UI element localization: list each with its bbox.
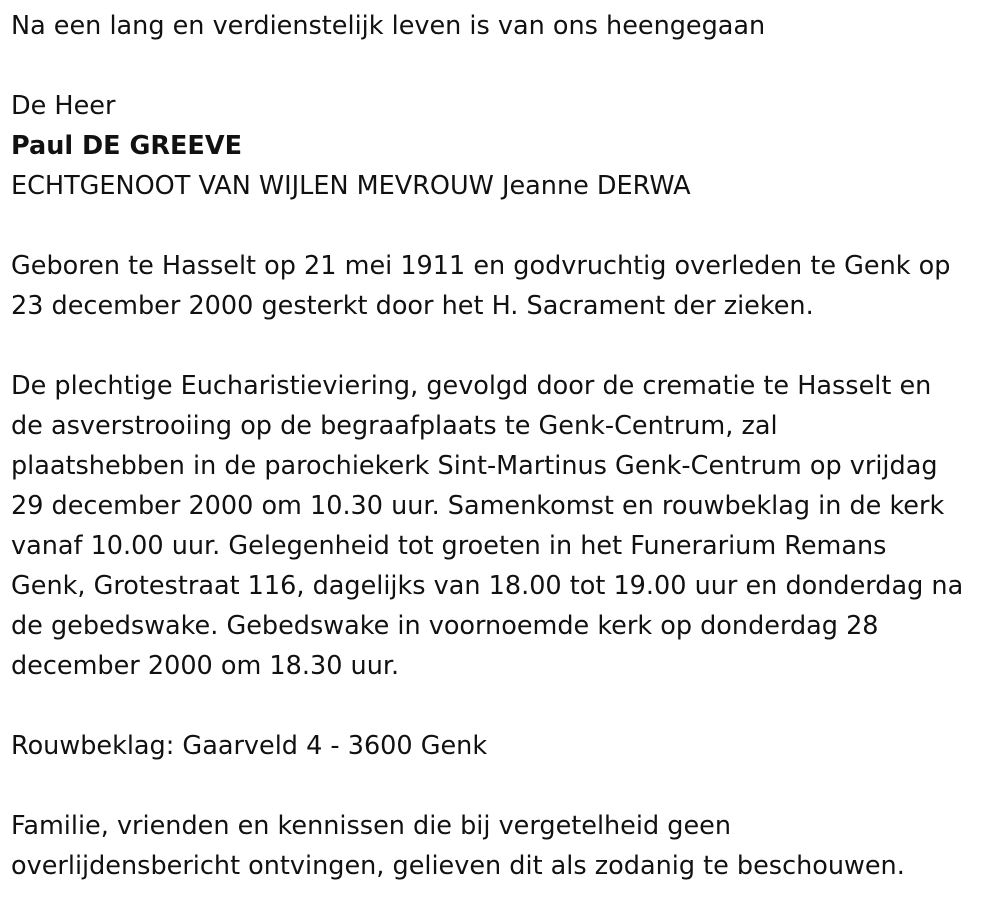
spacer <box>11 326 991 366</box>
paragraph-line: de gebedswake. Gebedswake in voornoemde kerk op donderdag 28 <box>11 611 879 641</box>
paragraph-line: vanaf 10.00 uur. Gelegenheid tot groeten in het Funerarium Remans <box>11 531 887 561</box>
paragraph-line: Geboren te Hasselt op 21 mei 1911 en godvruchtig overleden te Genk op <box>11 251 951 281</box>
paragraph-line: De plechtige Eucharistieviering, gevolgd door de crematie te Hasselt en <box>11 371 932 401</box>
paragraph-line: Genk, Grotestraat 116, dagelijks van 18.00 tot 19.00 uur en donderdag na <box>11 571 964 601</box>
title-prefix: De Heer <box>11 91 116 121</box>
paragraph-line: plaatshebben in de parochiekerk Sint-Martinus Genk-Centrum op vrijdag <box>11 451 938 481</box>
spacer <box>11 766 991 806</box>
paragraph-line: 23 december 2000 gesterkt door het H. Sacrament der zieken. <box>11 291 814 321</box>
obituary-notice <box>11 6 991 886</box>
intro-line: Na een lang en verdienstelijk leven is van ons heengegaan <box>11 11 766 41</box>
paragraph-line: december 2000 om 18.30 uur. <box>11 651 400 681</box>
deceased-name: Paul DE GREEVE <box>11 131 243 161</box>
paragraph-line: 29 december 2000 om 10.30 uur. Samenkomst en rouwbeklag in de kerk <box>11 491 945 521</box>
birth-death-paragraph <box>11 246 991 326</box>
ceremony-paragraph <box>11 366 991 686</box>
paragraph-line: Familie, vrienden en kennissen die bij vergetelheid geen <box>11 811 731 841</box>
condolence-address: Rouwbeklag: Gaarveld 4 - 3600 Genk <box>11 731 488 761</box>
paragraph-line: de asverstrooiing op de begraafplaats te Genk-Centrum, zal <box>11 411 778 441</box>
spacer <box>11 686 991 726</box>
spacer <box>11 46 991 86</box>
paragraph-line: overlijdensbericht ontvingen, gelieven dit als zodanig te beschouwen. <box>11 851 905 881</box>
closing-paragraph <box>11 806 991 886</box>
spouse-line: ECHTGENOOT VAN WIJLEN MEVROUW Jeanne DERWA <box>11 171 691 201</box>
spacer <box>11 206 991 246</box>
